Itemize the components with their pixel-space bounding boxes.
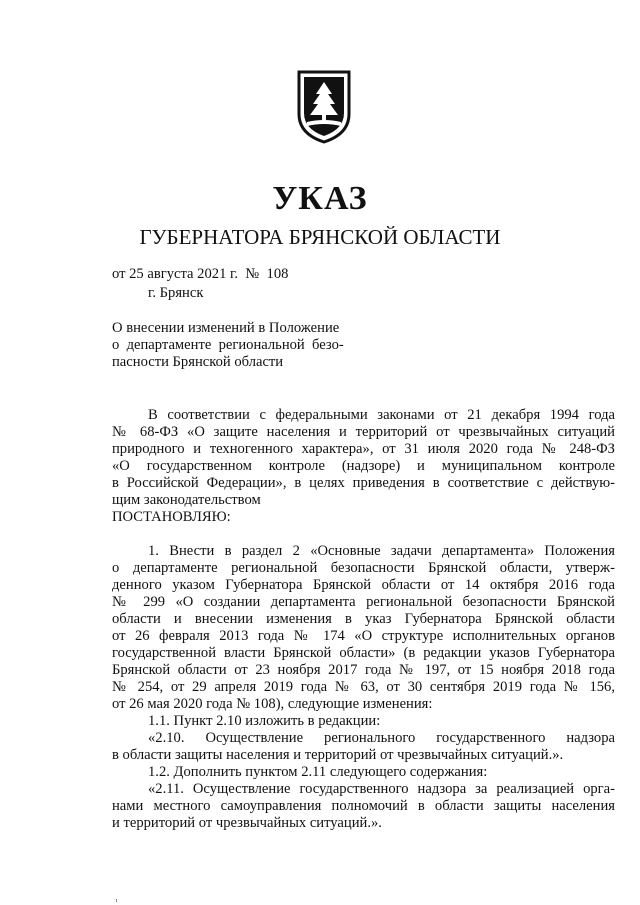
body-line: от 26 мая 2020 года № 108), следующие изменения: bbox=[112, 696, 433, 712]
body-line: «2.11. Осуществление государственного надзора за реализацией орга- bbox=[148, 781, 615, 797]
decree-word: ПОСТАНОВЛЯЮ: bbox=[112, 509, 231, 525]
body-line: 1.1. Пункт 2.10 изложить в редакции: bbox=[148, 713, 381, 729]
body-line: и территорий от чрезвычайных ситуаций.». bbox=[112, 815, 382, 831]
body-line: № 299 «О создании департамента региональной безопасности Брянской bbox=[112, 594, 615, 610]
body-line: государственной власти Брянской области» (в редакции указов Губернатора bbox=[112, 645, 615, 661]
body-line: нами местного самоуправления полномочий в области защиты населения bbox=[112, 798, 615, 814]
heading-line: пасности Брянской области bbox=[112, 354, 284, 370]
body-line: 1.2. Дополнить пунктом 2.11 следующего содержания: bbox=[148, 764, 488, 780]
heading-line: о департаменте региональной безо- bbox=[112, 337, 344, 353]
body-line: «2.10. Осуществление регионального государственного надзора bbox=[148, 730, 615, 746]
preamble-line: щим законодательством bbox=[112, 492, 261, 508]
body-line: области и внесении изменения в указ Губернатора Брянской области bbox=[112, 611, 615, 627]
preamble-line: в Российской Федерации», в целях приведения в соответствие с действую- bbox=[112, 475, 615, 491]
preamble-line: природного и техногенного характера», от 31 июля 2020 года № 248-ФЗ bbox=[112, 441, 615, 457]
preamble-line: № 68-ФЗ «О защите населения и территорий от чрезвычайных ситуаций bbox=[112, 424, 615, 440]
document-subtitle: ГУБЕРНАТОРА БРЯНСКОЙ ОБЛАСТИ bbox=[139, 225, 501, 249]
body-line: в области защиты населения и территорий от чрезвычайных ситуаций.». bbox=[112, 747, 564, 763]
body-line: денного указом Губернатора Брянской области от 14 октября 2016 года bbox=[112, 577, 615, 593]
body-line: о департаменте региональной безопасности Брянской области, утверж- bbox=[112, 560, 615, 576]
body-line: Брянской области от 23 ноября 2017 года № 197, от 15 ноября 2018 года bbox=[112, 662, 615, 678]
coat-of-arms-icon bbox=[295, 68, 353, 144]
body-line: № 254, от 29 апреля 2019 года № 63, от 30 сентября 2019 года № 156, bbox=[112, 679, 615, 695]
heading-line: О внесении изменений в Положение bbox=[112, 320, 340, 336]
preamble-line: «О государственном контроле (надзоре) и муниципальном контроле bbox=[112, 458, 615, 474]
date-number: от 25 августа 2021 г. № 108 bbox=[112, 266, 289, 282]
city: г. Брянск bbox=[148, 285, 204, 301]
preamble-line: В соответствии с федеральными законами от 21 декабря 1994 года bbox=[148, 407, 615, 423]
scan-mark bbox=[116, 899, 117, 902]
document-title: УКАЗ bbox=[272, 180, 368, 217]
body-line: от 26 февраля 2013 года № 174 «О структуре исполнительных органов bbox=[112, 628, 615, 644]
body-line: 1. Внести в раздел 2 «Основные задачи департамента» Положения bbox=[148, 543, 615, 559]
